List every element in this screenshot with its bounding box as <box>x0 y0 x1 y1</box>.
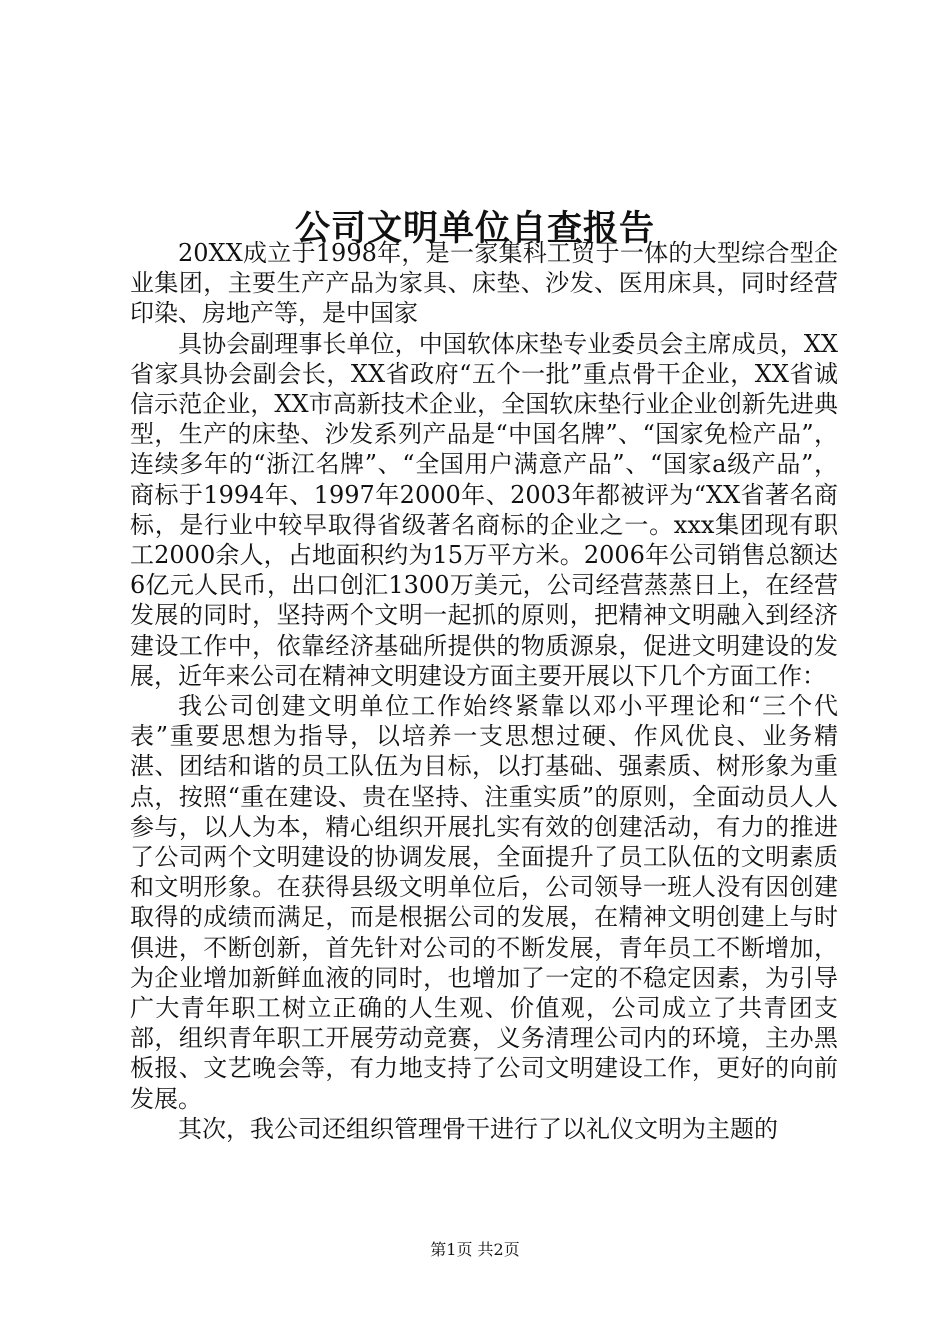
paragraph-4: 其次，我公司还组织管理骨干进行了以礼仪文明为主题的 <box>178 1114 778 1143</box>
paragraph-3: 我公司创建文明单位工作始终紧靠以邓小平理论和“三个代表”重要思想为指导，以培养一支思想过硬、作风优良、业务精湛、团结和谐的员工队伍为目标，以打基础、强素质、树形象为重点，按照“重在建设、贵在坚持、注重实质”的原则，全面动员人人参与，以人为本，精心组织开展扎实有效的创建活动，有力的推进了公司两个文明建设的协调发展，全面提升了员工队伍的文明素质和文明形象。在获得县级文明单位后，公司领导一班人没有因创建取得的成绩而满足，而是根据公司的发展，在精神文明创建上与时俱进，不断创新，首先针对公司的不断发展，青年员工不断增加，为企业增加新鲜血液的同时，也增加了一定的不稳定因素，为引导广大青年职工树立正确的人生观、价值观，公司成立了共青团支部，组织青年职工开展劳动竞赛，义务清理公司内的环境，主办黑板报、文艺晚会等，有力地支持了公司文明建设工作，更好的向前发展。 <box>130 692 838 1113</box>
document-title: 公司文明单位自查报告 <box>294 208 655 250</box>
page-footer: 第1页 共2页 <box>430 1240 520 1259</box>
paragraph-2: 具协会副理事长单位，中国软体床垫专业委员会主席成员，XX省家具协会副会长，XX省政府“五个一批”重点骨干企业，XX省诚信示范企业，XX市高新技术企业，全国软床垫行业企业创新先进典型，生产的床垫、沙发系列产品是“中国名牌”、“国家免检产品”，连续多年的“浙江名牌”、“全国用户满意产品”、“国家a级产品”，商标于1994年、1997年2000年、2003年都被评为“XX省著名商标，是行业中较早取得省级著名商标的企业之一。xxx集团现有职工2000余人，占地面积约为15万平方米。2006年公司销售总额达6亿元人民币，出口创汇1300万美元，公司经营蒸蒸日上，在经营发展的同时，坚持两个文明一起抓的原则，把精神文明融入到经济建设工作中，依靠经济基础所提供的物质源泉，促进文明建设的发展，近年来公司在精神文明建设方面主要开展以下几个方面工作： <box>130 329 838 690</box>
paragraph-1: 20XX成立于1998年，是一家集科工贸于一体的大型综合型企业集团，主要生产产品为家具、床垫、沙发、医用床具，同时经营印染、房地产等，是中国家 <box>130 239 838 328</box>
document-body <box>130 238 838 1144</box>
